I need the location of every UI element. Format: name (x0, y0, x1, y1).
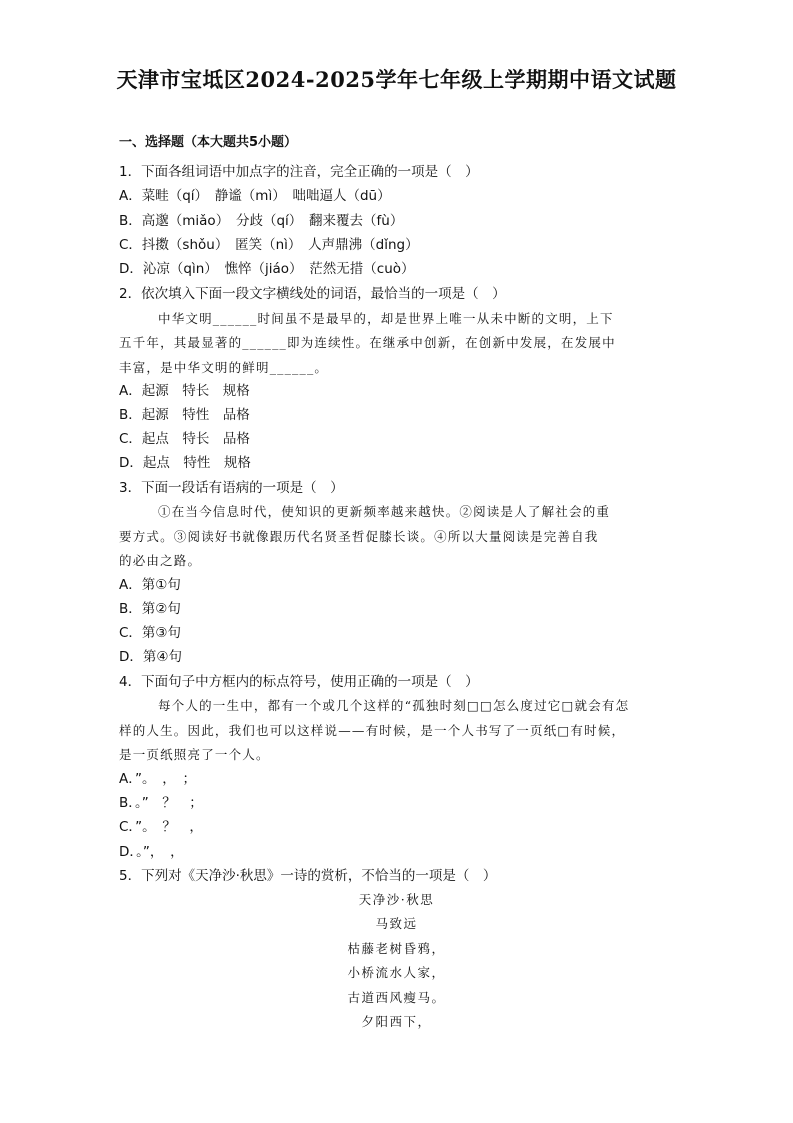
question-4-option-a: A．”。 ， ； (119, 771, 196, 787)
question-1-option-a: A．菜畦（qí） 静谧（mì） 咄咄逼人（dū） (119, 188, 391, 204)
question-4-option-c: C．”。 ？ ， (119, 819, 203, 835)
question-2-passage-line: 五千年，其最显著的______即为连续性。在继承中创新，在创新中发展，在发展中 (119, 335, 616, 350)
page-title: 天津市宝坻区2024-2025学年七年级上学期期中语文试题 (116, 67, 677, 92)
poem-line: 夕阳西下， (361, 1014, 432, 1029)
question-3-passage-line: ①在当今信息时代，使知识的更新频率越来越快。②阅读是人了解社会的重 (158, 504, 611, 519)
question-1-option-b: B．高邈（miǎo） 分歧（qí） 翻来覆去（fù） (119, 213, 404, 229)
question-3-option-b: B．第②句 (119, 601, 181, 617)
section-heading: 一、选择题（本大题共5小题） (119, 135, 298, 150)
question-2-option-b: B．起源 特性 品格 (119, 407, 250, 423)
question-4-passage-line: 是一页纸照亮了一个人。 (119, 747, 270, 762)
question-1-option-c: C．抖擞（shǒu） 匿笑（nì） 人声鼎沸（dǐng） (119, 237, 419, 253)
question-4-option-b: B．。” ？ ； (119, 795, 203, 811)
poem-line: 古道西风瘦马。 (347, 990, 446, 1005)
question-2-passage-line: 中华文明______时间虽不是最早的，却是世界上唯一从未中断的文明，上下 (158, 311, 614, 326)
question-3-passage-line: 要方式。③阅读好书就像跟历代名贤圣哲促膝长谈。④所以大量阅读是完善自我 (119, 529, 599, 544)
poem-author: 马致远 (375, 916, 418, 931)
question-2-option-c: C．起点 特长 品格 (119, 431, 250, 447)
question-3-stem: 3．下面一段话有语病的一项是（ ） (119, 480, 344, 496)
poem-line: 枯藤老树昏鸦， (347, 941, 446, 956)
poem-title: 天净沙·秋思 (358, 892, 435, 907)
question-3-option-a: A．第①句 (119, 577, 181, 593)
question-3-option-d: D．第④句 (119, 649, 182, 665)
question-2-option-d: D．起点 特性 规格 (119, 455, 251, 471)
question-1-stem: 1．下面各组词语中加点字的注音，完全正确的一项是（ ） (119, 164, 479, 180)
question-4-stem: 4．下面句子中方框内的标点符号，使用正确的一项是（ ） (119, 674, 479, 690)
question-5-stem: 5．下列对《天净沙·秋思》一诗的赏析，不恰当的一项是（ ） (119, 868, 497, 884)
question-3-passage-line: 的必由之路。 (119, 553, 202, 568)
question-4-passage-line: 样的人生。因此，我们也可以这样说——有时候，是一个人书写了一页纸□有时候， (119, 723, 626, 738)
poem-line: 小桥流水人家， (347, 965, 446, 980)
question-2-passage-line: 丰富，是中华文明的鲜明______。 (119, 360, 329, 375)
question-3-option-c: C．第③句 (119, 625, 182, 641)
question-4-option-d: D．。”， ， (119, 844, 184, 860)
question-2-stem: 2．依次填入下面一段文字横线处的词语，最恰当的一项是（ ） (119, 286, 506, 302)
question-2-option-a: A．起源 特长 规格 (119, 383, 250, 399)
question-1-option-d: D．沁凉（qìn） 憔悴（jiáo） 茫然无措（cuò） (119, 261, 415, 277)
question-4-passage-line: 每个人的一生中，都有一个或几个这样的“孤独时刻□□怎么度过它□就会有怎 (158, 698, 630, 713)
